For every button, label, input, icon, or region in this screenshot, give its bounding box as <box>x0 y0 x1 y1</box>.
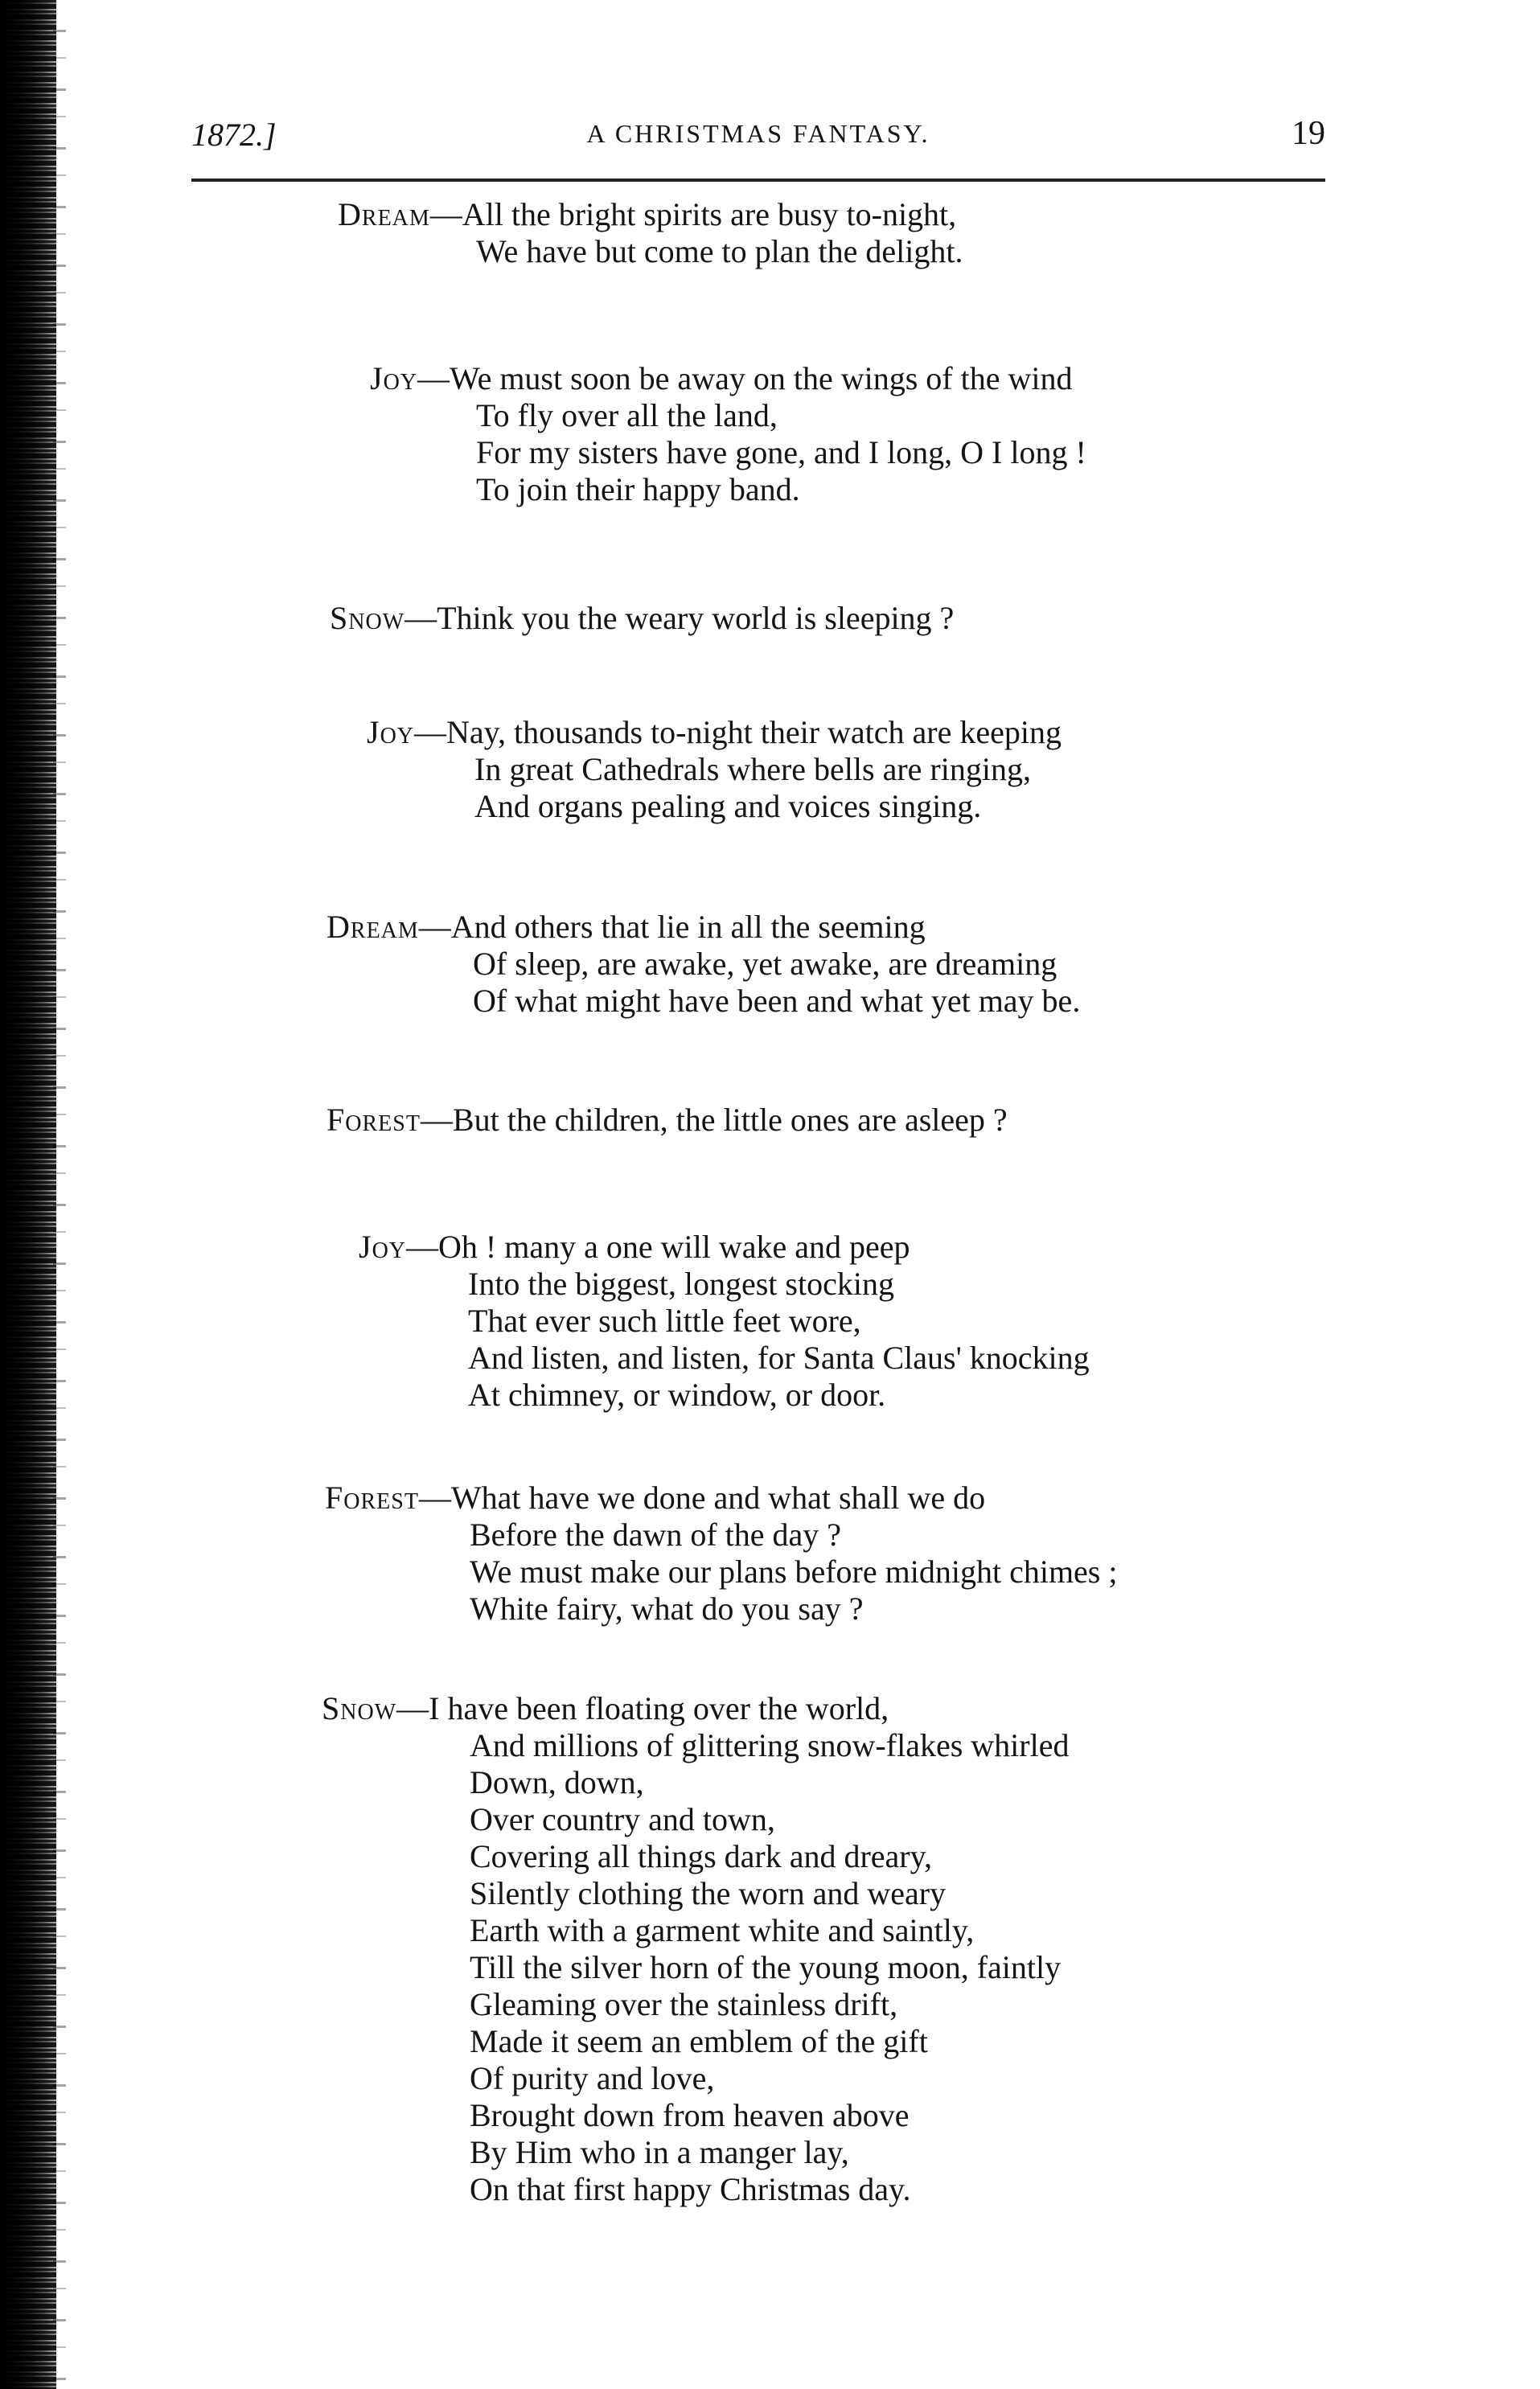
verse-line: White fairy, what do you say ? <box>470 1591 864 1627</box>
stanza-first-line <box>325 1480 1118 1517</box>
stanza-forest-1 <box>326 1102 1008 1139</box>
book-spine-edge <box>0 0 56 2389</box>
verse-line: Earth with a garment white and saintly, <box>470 1912 975 1948</box>
speaker-label: Dream <box>338 196 430 232</box>
verse-text: —We must soon be away on the wings of the wind <box>417 360 1073 396</box>
header-rule <box>191 179 1325 182</box>
verse-line: Brought down from heaven above <box>470 2097 910 2133</box>
verse-line: That ever such little feet wore, <box>468 1303 861 1339</box>
speaker-label: Forest <box>325 1480 419 1516</box>
verse-text: —Oh ! many a one will wake and peep <box>406 1229 910 1265</box>
verse-text: —But the children, the little ones are asleep ? <box>420 1102 1008 1138</box>
stanza-snow-2 <box>322 1690 1069 2208</box>
speaker-label: Snow <box>330 600 405 636</box>
verse-text: —I have been floating over the world, <box>396 1690 889 1726</box>
verse-line: Over country and town, <box>470 1801 775 1837</box>
speaker-label: Joy <box>370 360 418 396</box>
verse-line: In great Cathedrals where bells are ringing, <box>474 751 1031 787</box>
verse-line: Silently clothing the worn and weary <box>470 1875 947 1911</box>
verse-line: By Him who in a manger lay, <box>470 2134 849 2170</box>
header-title: A CHRISTMAS FANTASY. <box>586 119 930 148</box>
stanza-dream-2 <box>326 909 1080 1020</box>
verse-line: Of purity and love, <box>470 2060 715 2096</box>
verse-line: And millions of glittering snow-flakes whirled <box>470 1727 1070 1763</box>
verse-line: To join their happy band. <box>476 471 800 507</box>
verse-line: On that first happy Christmas day. <box>470 2171 911 2207</box>
verse-line: Into the biggest, longest stocking <box>468 1266 894 1302</box>
verse-line: To fly over all the land, <box>476 397 778 433</box>
running-header <box>191 111 1325 159</box>
verse-text: —And others that lie in all the seeming <box>418 909 926 945</box>
verse-line: Of sleep, are awake, yet awake, are dreaming <box>473 946 1057 982</box>
speaker-label: Dream <box>326 909 419 945</box>
verse-line: Made it seem an emblem of the gift <box>470 2023 928 2059</box>
stanza-snow-1 <box>330 600 954 637</box>
stanza-joy-1 <box>370 360 1086 508</box>
stanza-first-line <box>330 600 954 637</box>
header-year: 1872.] <box>191 117 277 153</box>
stanza-dream-1 <box>338 196 963 270</box>
page-number: 19 <box>1292 115 1325 152</box>
verse-line: Down, down, <box>470 1764 644 1800</box>
verse-line: And listen, and listen, for Santa Claus' knocking <box>468 1340 1090 1376</box>
verse-line: We must make our plans before midnight chimes ; <box>470 1554 1118 1590</box>
stanza-first-line <box>326 909 1080 946</box>
speaker-label: Forest <box>326 1102 421 1138</box>
stanza-first-line <box>326 1102 1008 1139</box>
stanza-first-line <box>338 196 963 233</box>
stanza-first-line <box>367 714 1062 751</box>
verse-line: For my sisters have gone, and I long, O I long ! <box>476 434 1086 470</box>
verse-text: —All the bright spirits are busy to-night, <box>429 196 957 232</box>
verse-line: And organs pealing and voices singing. <box>474 788 982 824</box>
stanza-first-line <box>322 1690 1069 1727</box>
verse-text: —What have we done and what shall we do <box>418 1480 986 1516</box>
verse-line: At chimney, or window, or door. <box>468 1377 886 1413</box>
speaker-label: Joy <box>367 714 415 750</box>
verse-line: Before the dawn of the day ? <box>470 1517 842 1553</box>
verse-text: —Think you the weary world is sleeping ? <box>405 600 955 636</box>
verse-line: Till the silver horn of the young moon, faintly <box>470 1949 1062 1985</box>
verse-line: Gleaming over the stainless drift, <box>470 1986 898 2022</box>
stanza-first-line <box>370 360 1086 397</box>
stanza-first-line <box>359 1229 1090 1266</box>
stanza-forest-2 <box>325 1480 1118 1628</box>
verse-line: Of what might have been and what yet may be. <box>473 983 1081 1019</box>
verse-line: Covering all things dark and dreary, <box>470 1838 933 1874</box>
stanza-joy-3 <box>359 1229 1090 1414</box>
speaker-label: Snow <box>322 1690 397 1726</box>
speaker-label: Joy <box>359 1229 407 1265</box>
stanza-joy-2 <box>367 714 1062 825</box>
verse-text: —Nay, thousands to-night their watch are keeping <box>414 714 1062 750</box>
spine-shadow <box>53 0 66 2389</box>
verse-line: We have but come to plan the delight. <box>476 233 963 269</box>
